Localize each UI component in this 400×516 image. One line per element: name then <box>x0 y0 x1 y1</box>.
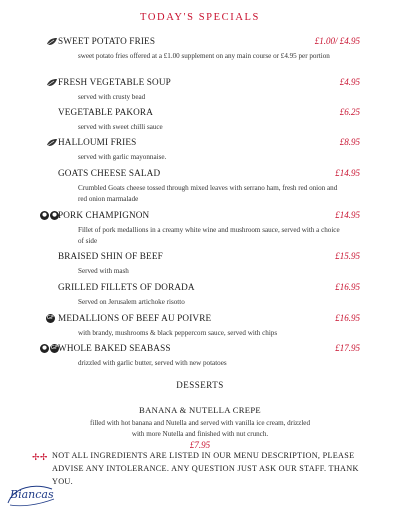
menu-item-header <box>30 168 360 181</box>
menu-item-icons <box>46 138 58 147</box>
menu-item-name: FRESH VEGETABLE SOUP <box>58 77 171 87</box>
gluten-free-badge-icon: GF <box>50 345 59 351</box>
menu-item-description: served with crusty bead <box>78 93 146 101</box>
menu-item-name: WHOLE BAKED SEABASS <box>58 343 171 353</box>
menu-item-description: with brandy, mushrooms & black peppercorn sauce, served with chips <box>78 329 278 337</box>
menu-item-price: £14.95 <box>335 168 360 178</box>
menu-item-icons <box>40 344 59 353</box>
menu-item-description: Fillet of pork medallions in a creamy white wine and mushroom sauce, served with a choice of side <box>78 226 340 245</box>
menu-item-name: GOATS CHEESE SALAD <box>58 168 161 178</box>
menu-item-name: MEDALLIONS OF BEEF AU POIVRE <box>58 313 212 323</box>
allergen-badge-icon: ● <box>40 211 49 220</box>
menu-item <box>30 77 360 103</box>
gluten-free-badge-icon: GF <box>46 315 55 321</box>
menu-item-icons <box>40 211 59 220</box>
menu-item-header <box>30 251 360 264</box>
menu-item-description: served with sweet chilli sauce <box>78 123 163 131</box>
menu-item-description: Crumbled Goats cheese tossed through mixed leaves with serrano ham, fresh red onion and red onion marmalade <box>78 184 338 203</box>
menu-item <box>30 107 360 133</box>
menu-item-header <box>30 313 360 326</box>
menu-item-name: BRAISED SHIN OF BEEF <box>58 251 163 261</box>
menu-item-name: SWEET POTATO FRIES <box>58 36 156 46</box>
menu-item-price: £16.95 <box>335 282 360 292</box>
menu-item-icons <box>46 37 58 46</box>
allergen-notice <box>34 449 364 488</box>
menu-item-name: PORK CHAMPIGNON <box>58 210 150 220</box>
menu-item-name: HALLOUMI FRIES <box>58 137 137 147</box>
menu-item-header <box>30 343 360 356</box>
menu-item <box>30 251 360 277</box>
menu-item-name: GRILLED FILLETS OF DORADA <box>58 282 195 292</box>
menu-item <box>30 168 360 204</box>
menu-item-description: drizzled with garlic butter, served with new potatoes <box>78 359 227 367</box>
menu-item-price: £16.95 <box>335 313 360 323</box>
menu-item-header <box>30 36 360 49</box>
menu-item <box>30 343 360 369</box>
menu-item-name: VEGETABLE PAKORA <box>58 107 153 117</box>
notice-text: NOT ALL INGREDIENTS ARE LISTED IN OUR MENU DESCRIPTION, PLEASE ADVISE ANY INTOLERANCE. ANY QUESTION JUST ASK OUR STAFF. THANK YOU. <box>52 451 359 486</box>
menu-item-price: £1.00/ £4.95 <box>314 36 360 46</box>
dessert-name: BANANA & NUTELLA CREPE <box>139 405 261 415</box>
menu-item-price: £4.95 <box>339 77 360 87</box>
menu-item-header <box>30 210 360 223</box>
menu-item <box>30 282 360 308</box>
dessert-description: filled with hot banana and Nutella and served with vanilla ice cream, drizzled with more Nutella and finished with nut crunch. <box>89 419 311 438</box>
menu-item-price: £15.95 <box>335 251 360 261</box>
allergen-badge-icon: ● <box>50 211 59 220</box>
desserts-heading: DESSERTS <box>176 380 224 390</box>
menu-item-description: sweet potato fries offered at a £1.00 supplement on any main course or £4.95 per portion <box>78 52 330 60</box>
menu-item-description: served with garlic mayonnaise. <box>78 153 167 161</box>
menu-item-header <box>30 137 360 150</box>
dessert-price: £7.95 <box>189 440 211 450</box>
menu-item <box>30 36 360 62</box>
page-title: TODAY'S SPECIALS <box>140 12 260 23</box>
allergen-badge-icon: ● <box>40 344 49 353</box>
menu-item <box>30 313 360 339</box>
menu-item-header <box>30 107 360 120</box>
menu-item-price: £6.25 <box>339 107 360 117</box>
notice-mark: ✢✢ <box>32 452 48 462</box>
menu-item-description: Served with mash <box>78 267 129 275</box>
logo: Biancas <box>10 488 54 501</box>
menu-item-header <box>30 77 360 90</box>
vegetarian-icon <box>46 78 58 87</box>
menu-item-price: £14.95 <box>335 210 360 220</box>
vegetarian-icon <box>46 37 58 46</box>
menu-item <box>30 210 360 246</box>
menu-item <box>30 137 360 163</box>
menu-item-price: £8.95 <box>339 137 360 147</box>
menu-item-price: £17.95 <box>335 343 360 353</box>
menu-item-icons <box>46 314 55 323</box>
menu-item-header <box>30 282 360 295</box>
menu-item-description: Served on Jerusalem artichoke risotto <box>78 298 185 306</box>
menu-item-icons <box>46 78 58 87</box>
vegetarian-icon <box>46 138 58 147</box>
